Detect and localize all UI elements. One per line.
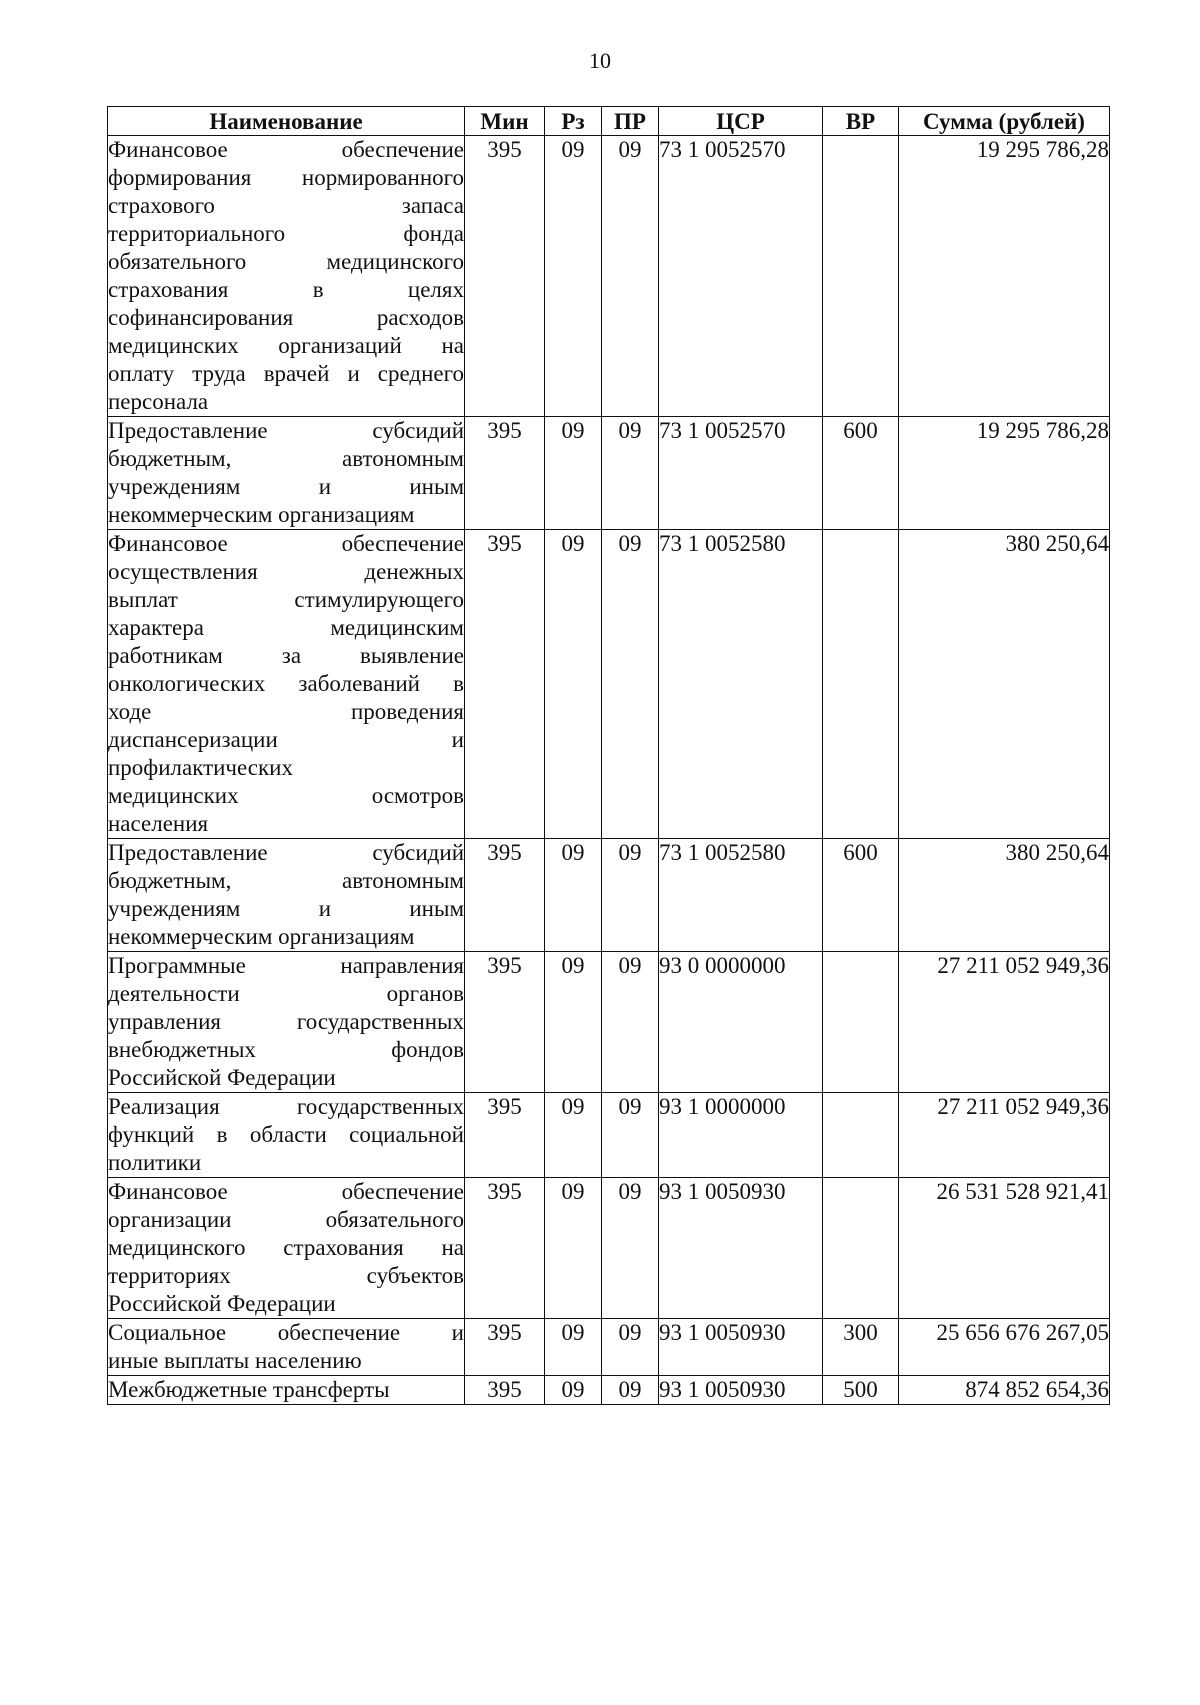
row-name-line: Программные направления [108,953,464,978]
page-number: 10 [589,48,611,73]
table-body [108,136,1110,1405]
row-name-line: Предоставление субсидий [108,840,464,865]
row-csr: 73 1 0052580 [659,839,823,952]
row-csr: 93 1 0000000 [659,1093,823,1178]
row-name [108,1093,465,1178]
row-pr: 09 [602,839,659,952]
row-name-line: ходе проведения [108,699,464,724]
row-min: 395 [465,839,545,952]
row-rz: 09 [545,952,602,1093]
row-name-line: населения [108,811,209,836]
row-sum: 19 295 786,28 [899,417,1110,530]
row-name-line: территориального фонда [108,221,464,246]
row-vr: 600 [823,839,899,952]
table-row [108,417,1110,530]
row-name-line: политики [108,1150,202,1175]
row-name-line: обязательного медицинского [108,249,464,274]
row-min: 395 [465,952,545,1093]
header-rz: Рз [545,107,602,136]
table-row [108,1319,1110,1376]
row-name-line: Финансовое обеспечение [108,531,464,556]
row-name [108,417,465,530]
row-name [108,952,465,1093]
row-name [108,136,465,417]
row-min: 395 [465,530,545,839]
row-vr [823,952,899,1093]
row-sum: 27 211 052 949,36 [899,1093,1110,1178]
row-name-line: медицинских организаций на [108,333,464,358]
row-name-line: некоммерческим организациям [108,924,415,949]
row-min: 395 [465,1319,545,1376]
row-sum: 26 531 528 921,41 [899,1178,1110,1319]
row-csr: 73 1 0052580 [659,530,823,839]
header-vr: ВР [823,107,899,136]
row-rz: 09 [545,839,602,952]
row-sum: 874 852 654,36 [899,1376,1110,1405]
row-pr: 09 [602,1178,659,1319]
row-rz: 09 [545,417,602,530]
row-name [108,1178,465,1319]
row-name-line: управления государственных [108,1009,464,1034]
row-name-line: бюджетным, автономным [108,446,464,471]
row-vr [823,530,899,839]
row-vr [823,1093,899,1178]
table-row [108,136,1110,417]
row-rz: 09 [545,136,602,417]
row-pr: 09 [602,530,659,839]
row-rz: 09 [545,1376,602,1405]
header-sum: Сумма (рублей) [899,107,1110,136]
row-sum: 27 211 052 949,36 [899,952,1110,1093]
row-rz: 09 [545,1178,602,1319]
row-pr: 09 [602,952,659,1093]
row-name-line: организации обязательного [108,1207,464,1232]
header-pr: ПР [602,107,659,136]
row-csr: 93 1 0050930 [659,1178,823,1319]
row-min: 395 [465,1178,545,1319]
row-name-line: Российской Федерации [108,1065,336,1090]
table-row [108,530,1110,839]
row-name-line: Реализация государственных [108,1094,464,1119]
row-min: 395 [465,1376,545,1405]
row-pr: 09 [602,1376,659,1405]
row-csr: 73 1 0052570 [659,136,823,417]
row-name-line: некоммерческим организациям [108,502,415,527]
row-name-line: деятельности органов [108,981,464,1006]
row-name-line: учреждениям и иным [108,896,464,921]
row-min: 395 [465,417,545,530]
header-min: Мин [465,107,545,136]
row-csr: 93 1 0050930 [659,1376,823,1405]
row-name-line: оплату труда врачей и среднего [108,361,464,386]
table-header-row [108,107,1110,136]
row-csr: 93 1 0050930 [659,1319,823,1376]
row-name-line: работникам за выявление [108,643,464,668]
row-name-line: страхового запаса [108,193,464,218]
row-name-line: формирования нормированного [108,165,464,190]
row-pr: 09 [602,1319,659,1376]
row-name-line: Финансовое обеспечение [108,1179,464,1204]
row-pr: 09 [602,417,659,530]
row-name [108,530,465,839]
row-vr [823,1178,899,1319]
row-vr: 500 [823,1376,899,1405]
row-name-line: функций в области социальной [108,1122,464,1147]
row-sum: 19 295 786,28 [899,136,1110,417]
row-vr: 600 [823,417,899,530]
row-pr: 09 [602,1093,659,1178]
row-name-line: онкологических заболеваний в [108,671,464,696]
row-name [108,839,465,952]
row-name-line: профилактических [108,755,293,780]
row-name-line: осуществления денежных [108,559,464,584]
row-name-line: характера медицинским [108,615,464,640]
row-sum: 380 250,64 [899,530,1110,839]
row-min: 395 [465,1093,545,1178]
row-sum: 380 250,64 [899,839,1110,952]
row-pr: 09 [602,136,659,417]
row-min: 395 [465,136,545,417]
row-sum: 25 656 676 267,05 [899,1319,1110,1376]
table-row [108,839,1110,952]
row-name-line: диспансеризации и [108,727,464,752]
table-row [108,1376,1110,1405]
row-rz: 09 [545,1093,602,1178]
row-name-line: персонала [108,389,209,414]
row-name-line: внебюджетных фондов [108,1037,464,1062]
row-name [108,1319,465,1376]
row-csr: 93 0 0000000 [659,952,823,1093]
row-vr [823,136,899,417]
row-name-line: территориях субъектов [108,1263,464,1288]
row-name-line: Социальное обеспечение и [108,1320,464,1345]
row-name-line: медицинского страхования на [108,1235,464,1260]
table-row [108,1093,1110,1178]
row-name-line: страхования в целях [108,277,464,302]
row-name-line: выплат стимулирующего [108,587,464,612]
row-name-line: бюджетным, автономным [108,868,464,893]
table-row [108,952,1110,1093]
row-name-line: Межбюджетные трансферты [108,1377,390,1402]
header-name: Наименование [108,107,465,136]
row-name-line: Финансовое обеспечение [108,137,464,162]
row-csr: 73 1 0052570 [659,417,823,530]
row-name-line: учреждениям и иным [108,474,464,499]
budget-table [107,106,1110,1405]
row-vr: 300 [823,1319,899,1376]
row-name-line: Предоставление субсидий [108,418,464,443]
row-rz: 09 [545,530,602,839]
row-rz: 09 [545,1319,602,1376]
row-name-line: софинансирования расходов [108,305,464,330]
table-row [108,1178,1110,1319]
header-csr: ЦСР [659,107,823,136]
row-name-line: Российской Федерации [108,1291,336,1316]
row-name-line: медицинских осмотров [108,783,464,808]
row-name [108,1376,465,1405]
row-name-line: иные выплаты населению [108,1348,362,1373]
